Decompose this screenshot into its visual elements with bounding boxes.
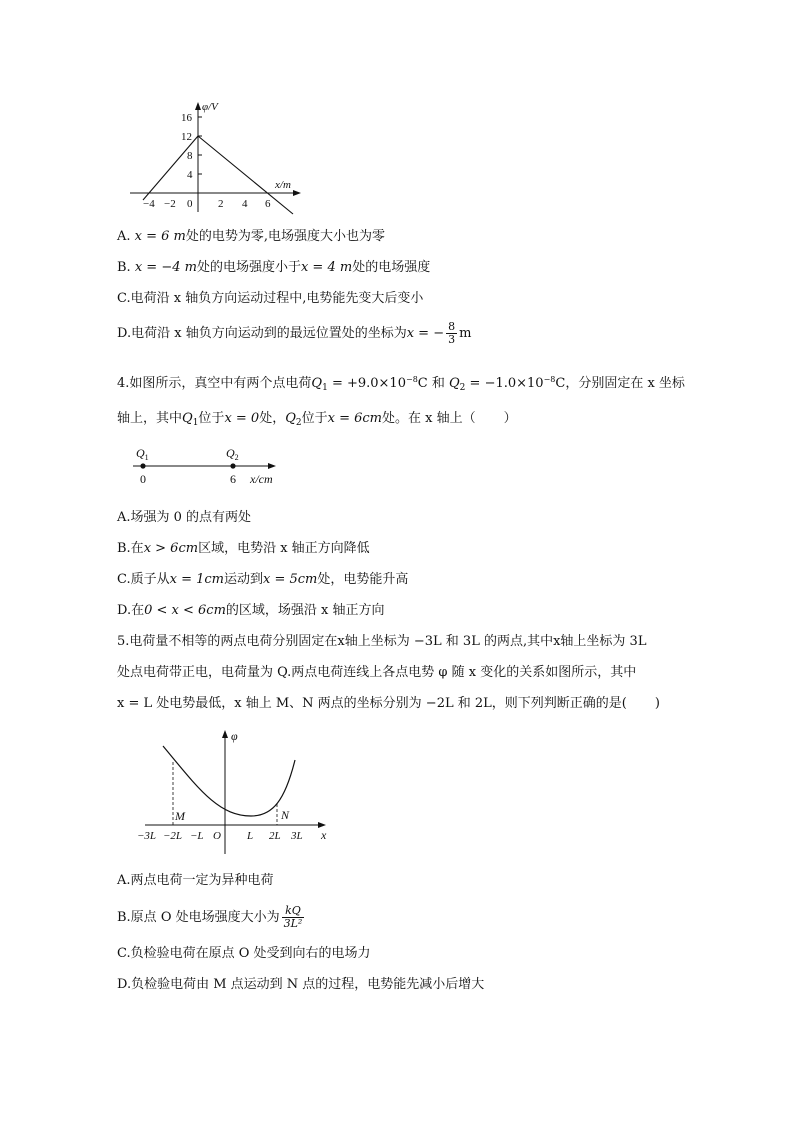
y-tick-4: 4 xyxy=(187,169,193,181)
charge-six-label: 6 xyxy=(230,472,236,486)
option-text: A.场强为 0 的点有两处 xyxy=(117,510,252,525)
option-text: B.原点 O 处电场强度大小为 xyxy=(117,910,280,925)
charge-axis-label: x/cm xyxy=(250,472,273,486)
q5-stem-line3 xyxy=(117,695,660,713)
x-tick-4: 4 xyxy=(242,198,248,210)
fraction-numerator: 8 xyxy=(448,320,456,333)
math-expr: x = 6cm xyxy=(327,411,383,426)
q5-option-c[interactable] xyxy=(117,945,371,963)
q3-option-b[interactable] xyxy=(117,259,430,277)
option-text: B.在 xyxy=(117,541,144,556)
option-letter: A. xyxy=(117,229,135,244)
subscript: 1 xyxy=(322,383,328,393)
q5-stem-line2 xyxy=(117,664,636,682)
option-text: A.两点电荷一定为异种电荷 xyxy=(117,873,274,888)
stem-text: 和 xyxy=(427,376,449,391)
stem-text: 位于 xyxy=(198,411,225,426)
point-charges-svg xyxy=(128,442,298,488)
left-line xyxy=(143,136,198,200)
option-text: 区域，电势沿 x 轴正方向降低 xyxy=(198,541,370,556)
subscript: 2 xyxy=(295,418,302,428)
q4-stem-line2 xyxy=(117,410,517,432)
stem-text: ) xyxy=(654,696,660,711)
math-expr: x = 4 m xyxy=(300,260,353,275)
option-text: 处的电场强度小于 xyxy=(196,260,301,275)
option-text: C.质子从 xyxy=(117,572,170,587)
y-axis-label: φ/V xyxy=(202,101,218,113)
math-expr: x = 0 xyxy=(224,411,260,426)
tick-origin: O xyxy=(213,830,221,842)
phi-label: φ xyxy=(231,729,238,743)
stem-text: 4.如图所示，真空中有两个点电荷 xyxy=(117,376,312,391)
stem-text: 5.电荷量不相等的两点电荷分别固定在x轴上坐标为 −3L 和 3L 的两点,其中x轴上坐标为 3L xyxy=(117,634,647,649)
option-text: D.在 xyxy=(117,603,145,618)
q5-option-a[interactable] xyxy=(117,872,274,890)
option-text: 处的电场强度 xyxy=(352,260,431,275)
charge-q2-label: $Q_2$ xyxy=(226,446,239,462)
q3-option-c[interactable] xyxy=(117,290,423,308)
option-letter: B. xyxy=(117,260,135,275)
x-tick-0: 0 xyxy=(187,198,193,210)
math-expr: x = 5cm xyxy=(263,572,318,587)
stem-text: 位于 xyxy=(301,411,328,426)
tick-l: L xyxy=(247,830,254,842)
stem-text: 处。在 x 轴上（ xyxy=(382,411,476,426)
x-axis-arrow xyxy=(293,190,301,196)
charge-q1-label: $Q_1$ xyxy=(136,446,149,462)
unit: C xyxy=(417,376,428,391)
phi-x-svg xyxy=(125,100,305,218)
q2-symbol: Q xyxy=(449,376,460,391)
q4-option-c[interactable] xyxy=(117,571,408,589)
tick-neg3l: −3L xyxy=(137,830,157,842)
math-expr: x > 6cm xyxy=(143,541,199,556)
y-axis-arrow xyxy=(195,102,201,110)
stem-text: ） xyxy=(503,411,517,426)
unit: m xyxy=(459,326,472,341)
fraction-denominator: 3 xyxy=(448,333,456,346)
y-tick-8: 8 xyxy=(187,150,193,162)
x-axis-label: x/m xyxy=(275,179,291,191)
subscript: 2 xyxy=(459,383,466,393)
fraction-numerator: kQ xyxy=(282,905,305,918)
q4-option-a[interactable] xyxy=(117,509,251,527)
x-tick-neg2: −2 xyxy=(164,198,176,210)
charge-zero-label: 0 xyxy=(140,472,146,486)
stem-text: 处， xyxy=(259,411,286,426)
x-tick-6: 6 xyxy=(265,198,271,210)
phi-curve xyxy=(163,746,295,816)
phi-curve-svg xyxy=(133,728,333,856)
figure-phi-x-lines xyxy=(125,100,305,218)
stem-text: ，分别固定在 x 坐标 xyxy=(565,376,685,391)
y-axis-arrow xyxy=(222,730,228,738)
fraction xyxy=(282,905,305,930)
q3-option-a[interactable] xyxy=(117,228,385,246)
q2-symbol: Q xyxy=(285,411,296,426)
charge-q2-dot xyxy=(230,463,235,468)
math-expr: x = − xyxy=(406,326,445,341)
tick-negl: −L xyxy=(190,830,204,842)
tick-3l: 3L xyxy=(291,830,303,842)
charge-q1-dot xyxy=(140,463,145,468)
stem-text: x = L 处电势最低，x 轴上 M、N 两点的坐标分别为 −2L 和 2L，则下列判断正确的是( xyxy=(117,696,627,711)
unit: C xyxy=(555,376,566,391)
option-text: 处，电势能升高 xyxy=(317,572,409,587)
tick-2l: 2L xyxy=(269,830,281,842)
q4-option-d[interactable] xyxy=(117,602,385,620)
fraction xyxy=(446,321,457,346)
option-text: C.电荷沿 x 轴负方向运动过程中,电势能先变大后变小 xyxy=(117,291,424,306)
option-text: 的区域，场强沿 x 轴正方向 xyxy=(225,603,385,618)
fraction-denominator: 3L² xyxy=(283,917,303,930)
q4-stem-line1 xyxy=(117,371,685,397)
charge-axis-arrow xyxy=(268,463,276,469)
x-tick-2: 2 xyxy=(218,198,224,210)
q1-symbol: Q xyxy=(311,376,323,391)
x-tick-neg4: −4 xyxy=(143,198,155,210)
q2-value: = −1.0×10 xyxy=(465,376,544,391)
y-tick-12: 12 xyxy=(181,131,192,143)
tick-neg2l: −2L xyxy=(163,830,183,842)
q3-option-d[interactable] xyxy=(117,321,471,346)
q1-symbol: Q xyxy=(182,411,193,426)
stem-text: 轴上，其中 xyxy=(117,411,183,426)
math-expr: 0 < x < 6cm xyxy=(144,603,226,618)
math-expr: x = −4 m xyxy=(134,260,197,275)
q4-option-b[interactable] xyxy=(117,540,370,558)
math-expr: x = 1cm xyxy=(169,572,224,587)
option-text: D.电荷沿 x 轴负方向运动到的最远位置处的坐标为 xyxy=(117,326,407,341)
subscript: 1 xyxy=(192,418,199,428)
q1-value: = +9.0×10 xyxy=(327,376,406,391)
option-text: D.负检验电荷由 M 点运动到 N 点的过程，电势能先减小后增大 xyxy=(117,977,485,992)
x-label: x xyxy=(321,828,327,842)
q5-stem-line1 xyxy=(117,633,646,651)
q5-option-b[interactable] xyxy=(117,905,306,930)
m-label: M xyxy=(175,809,185,823)
figure-point-charges xyxy=(128,442,298,488)
exponent: −8 xyxy=(405,375,418,384)
n-label: N xyxy=(281,808,290,822)
exponent: −8 xyxy=(543,375,556,384)
q5-option-d[interactable] xyxy=(117,976,484,994)
option-text: C.负检验电荷在原点 O 处受到向右的电场力 xyxy=(117,946,371,961)
figure-phi-curve xyxy=(133,728,333,856)
option-text: 处的电势为零,电场强度大小也为零 xyxy=(185,229,386,244)
option-text: 运动到 xyxy=(224,572,264,587)
math-expr: x = 6 m xyxy=(134,229,186,244)
y-tick-16: 16 xyxy=(181,112,192,124)
stem-text: 处点电荷带正电，电荷量为 Q.两点电荷连线上各点电势 φ 随 x 变化的关系如图所示，其中 xyxy=(117,665,637,680)
